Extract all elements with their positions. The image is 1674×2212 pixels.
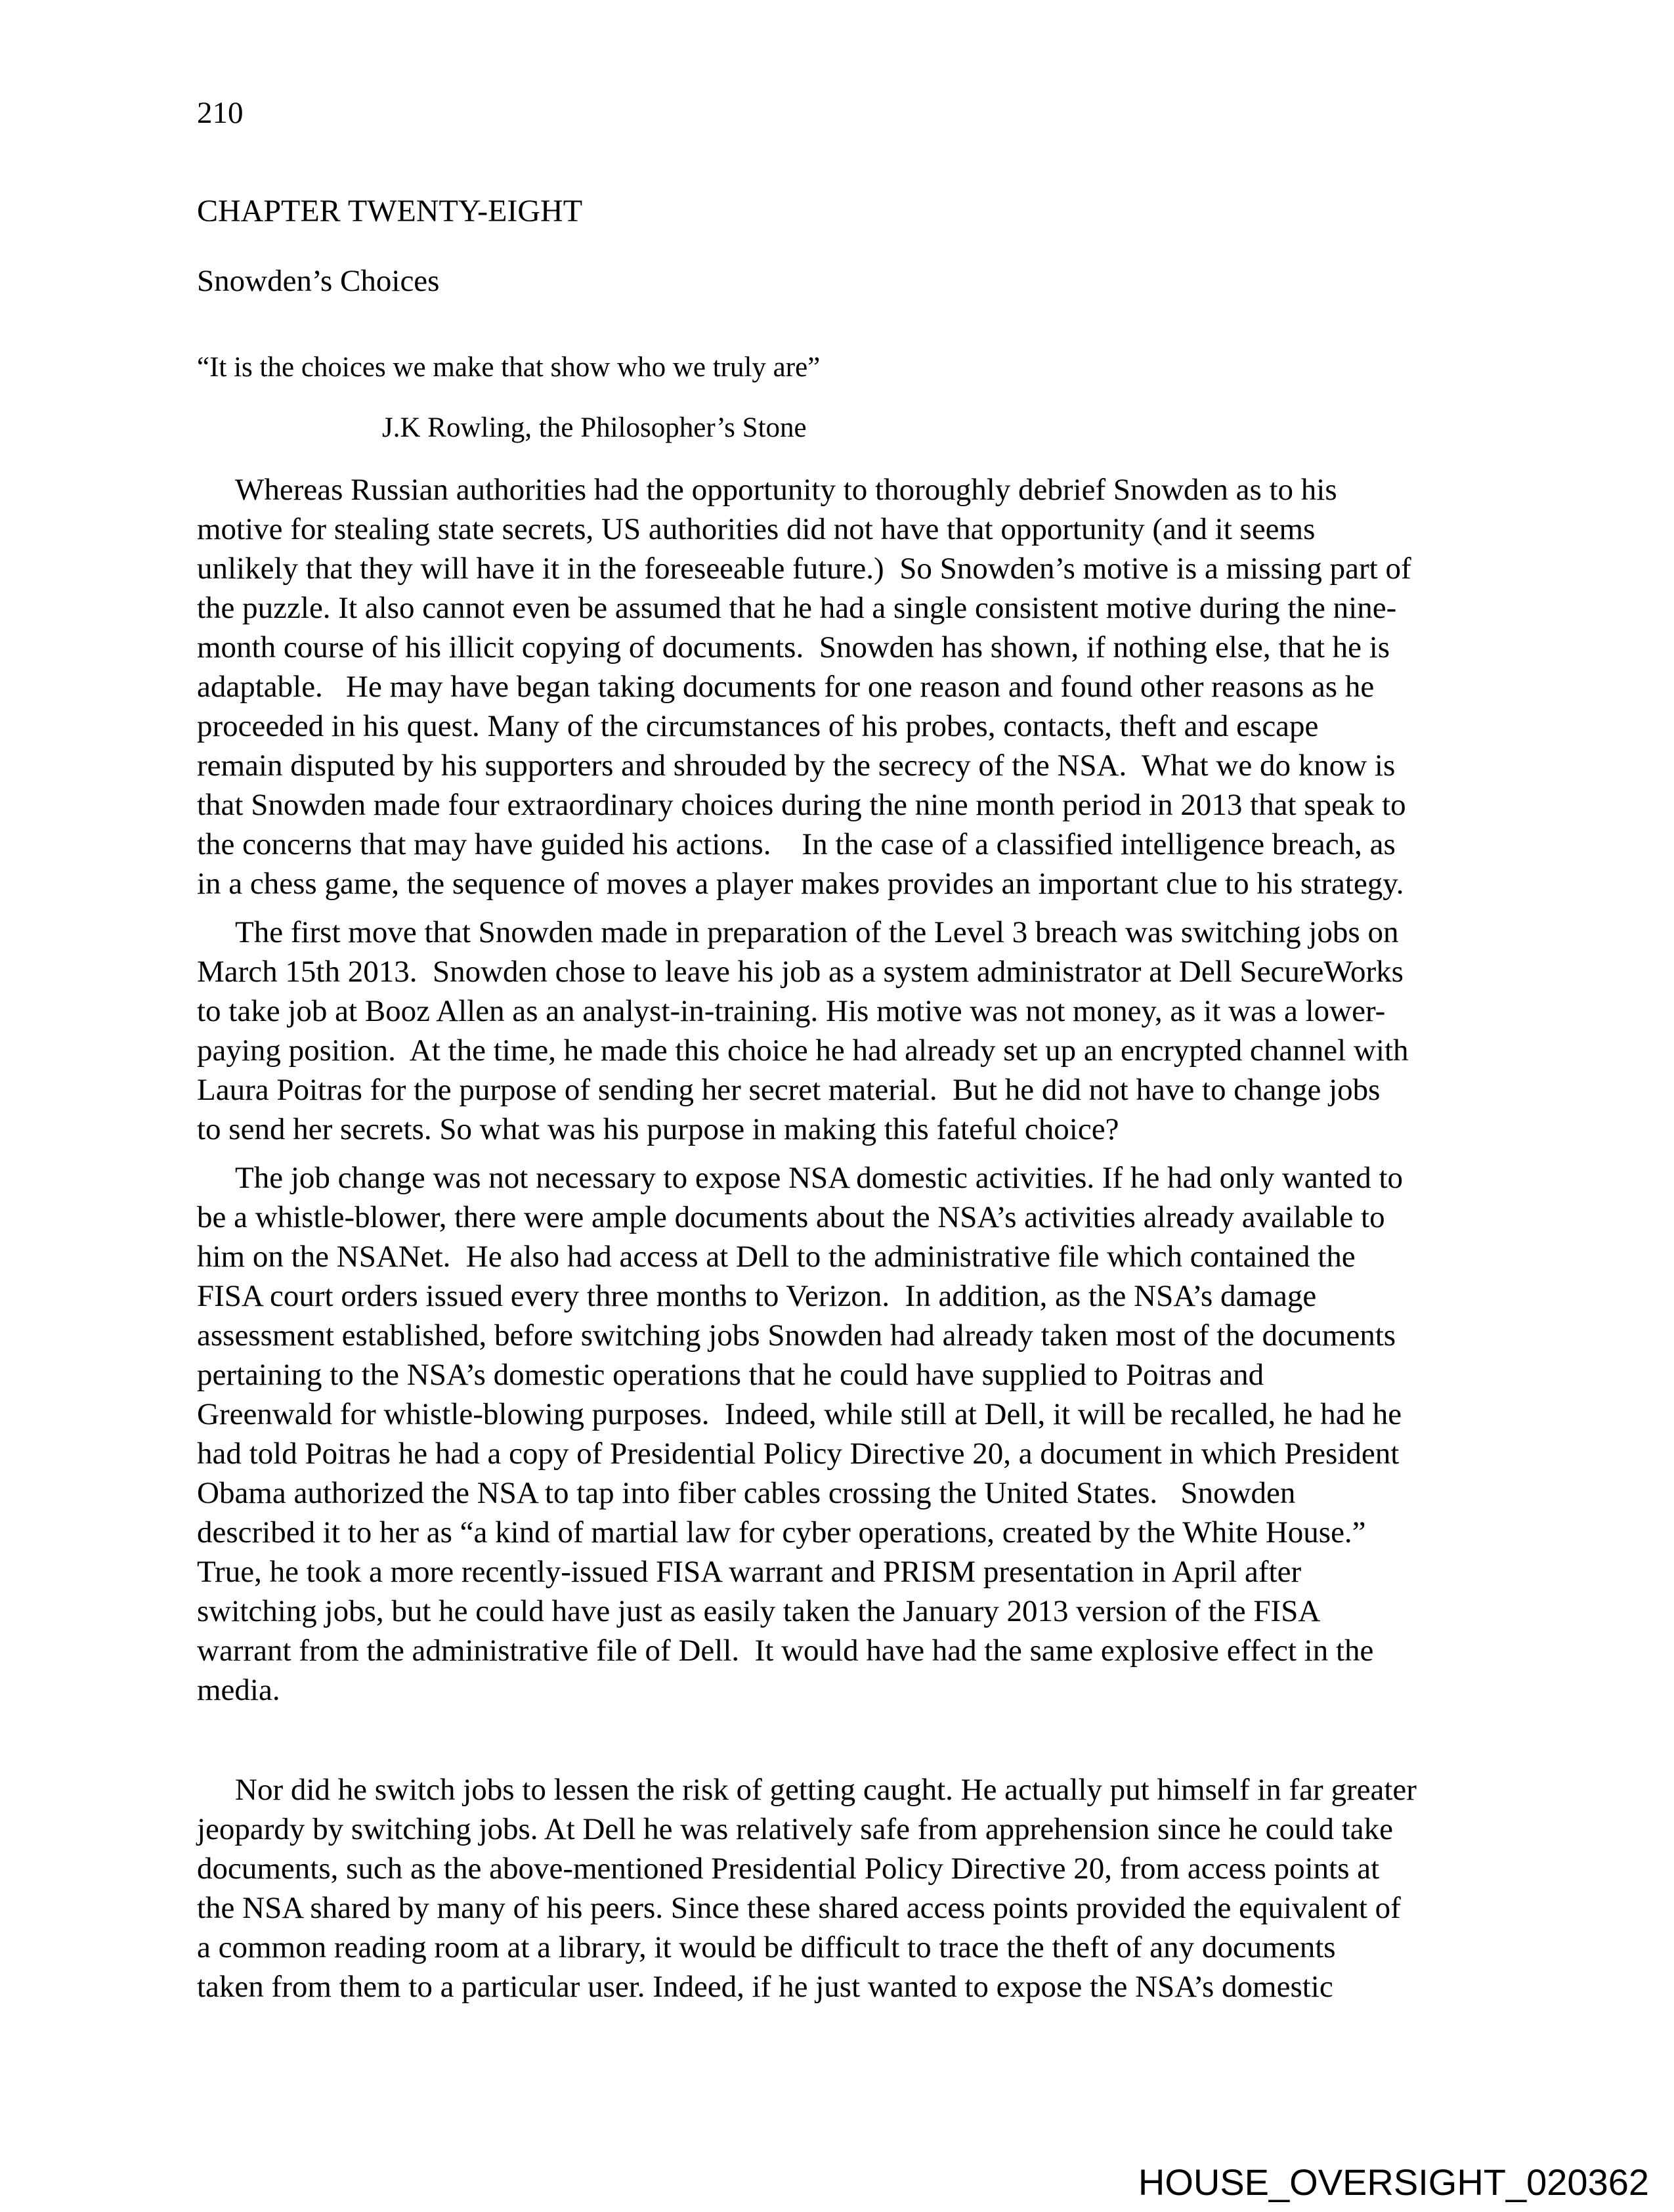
section-title: Snowden’s Choices <box>197 264 440 298</box>
text-line: Whereas Russian authorities had the opportunity to thoroughly debrief Snowden as to his <box>235 473 1337 507</box>
text-line: pertaining to the NSA’s domestic operations that he could have supplied to Poitras and <box>197 1358 1264 1392</box>
bates-stamp: HOUSE_OVERSIGHT_020362 <box>1138 2161 1649 2203</box>
text-line: FISA court orders issued every three months to Verizon. In addition, as the NSA’s damage <box>197 1279 1317 1313</box>
text-line: month course of his illicit copying of documents. Snowden has shown, if nothing else, that he is <box>197 630 1390 664</box>
text-line: Nor did he switch jobs to lessen the risk of getting caught. He actually put himself in far greater <box>235 1773 1417 1807</box>
text-line: remain disputed by his supporters and shrouded by the secrecy of the NSA. What we do know is <box>197 748 1396 783</box>
text-line: switching jobs, but he could have just as easily taken the January 2013 version of the FISA <box>197 1594 1321 1628</box>
paragraph <box>197 1158 1516 1710</box>
text-line: media. <box>197 1673 280 1707</box>
text-line: The job change was not necessary to expose NSA domestic activities. If he had only wanted to <box>235 1161 1404 1195</box>
text-line: True, he took a more recently-issued FISA warrant and PRISM presentation in April after <box>197 1555 1302 1589</box>
text-line: the puzzle. It also cannot even be assumed that he had a single consistent motive during the nine- <box>197 591 1397 625</box>
text-line: to send her secrets. So what was his purpose in making this fateful choice? <box>197 1112 1119 1146</box>
page-number: 210 <box>197 96 244 130</box>
text-line: be a whistle-blower, there were ample documents about the NSA’s activities already available to <box>197 1200 1385 1234</box>
text-line: the NSA shared by many of his peers. Since these shared access points provided the equivalent of <box>197 1891 1401 1925</box>
paragraph <box>197 470 1516 903</box>
text-line: Laura Poitras for the purpose of sending her secret material. But he did not have to change jobs <box>197 1073 1381 1107</box>
text-line: adaptable. He may have began taking documents for one reason and found other reasons as he <box>197 670 1375 704</box>
paragraph <box>197 1770 1516 2006</box>
text-line: in a chess game, the sequence of moves a player makes provides an important clue to his strategy. <box>197 867 1404 901</box>
text-line: Obama authorized the NSA to tap into fiber cables crossing the United States. Snowden <box>197 1476 1296 1510</box>
text-line: the concerns that may have guided his actions. In the case of a classified intelligence breach, as <box>197 827 1396 861</box>
text-line: documents, such as the above-mentioned Presidential Policy Directive 20, from access points at <box>197 1852 1380 1886</box>
epigraph-quote: “It is the choices we make that show who we truly are” <box>197 352 821 383</box>
text-line: assessment established, before switching jobs Snowden had already taken most of the documents <box>197 1318 1396 1353</box>
text-line: that Snowden made four extraordinary choices during the nine month period in 2013 that speak to <box>197 788 1406 822</box>
text-line: jeopardy by switching jobs. At Dell he was relatively safe from apprehension since he could take <box>197 1812 1394 1846</box>
text-line: motive for stealing state secrets, US authorities did not have that opportunity (and it seems <box>197 512 1316 546</box>
text-line: described it to her as “a kind of martial law for cyber operations, created by the White House.” <box>197 1515 1366 1550</box>
text-line: warrant from the administrative file of Dell. It would have had the same explosive effect in the <box>197 1634 1374 1668</box>
text-line: had told Poitras he had a copy of Presidential Policy Directive 20, a document in which President <box>197 1437 1400 1471</box>
text-line: taken from them to a particular user. Indeed, if he just wanted to expose the NSA’s domestic <box>197 1970 1333 2004</box>
text-line: a common reading room at a library, it would be difficult to trace the theft of any documents <box>197 1930 1336 1964</box>
text-line: him on the NSANet. He also had access at Dell to the administrative file which contained the <box>197 1240 1356 1274</box>
text-line: unlikely that they will have it in the foreseeable future.) So Snowden’s motive is a missing part of <box>197 552 1411 586</box>
text-line: March 15th 2013. Snowden chose to leave his job as a system administrator at Dell SecureWorks <box>197 955 1404 989</box>
text-line: to take job at Booz Allen as an analyst-in-training. His motive was not money, as it was a lower- <box>197 994 1386 1028</box>
text-line: proceeded in his quest. Many of the circumstances of his probes, contacts, theft and escape <box>197 709 1319 743</box>
chapter-heading: CHAPTER TWENTY-EIGHT <box>197 194 583 228</box>
text-line: Greenwald for whistle-blowing purposes. Indeed, while still at Dell, it will be recalled, he had he <box>197 1397 1402 1431</box>
paragraph <box>197 913 1516 1149</box>
text-line: The first move that Snowden made in preparation of the Level 3 breach was switching jobs on <box>235 915 1399 949</box>
epigraph-attribution: J.K Rowling, the Philosopher’s Stone <box>382 412 807 443</box>
text-line: paying position. At the time, he made this choice he had already set up an encrypted channel with <box>197 1033 1409 1068</box>
body-text <box>197 470 1516 2006</box>
